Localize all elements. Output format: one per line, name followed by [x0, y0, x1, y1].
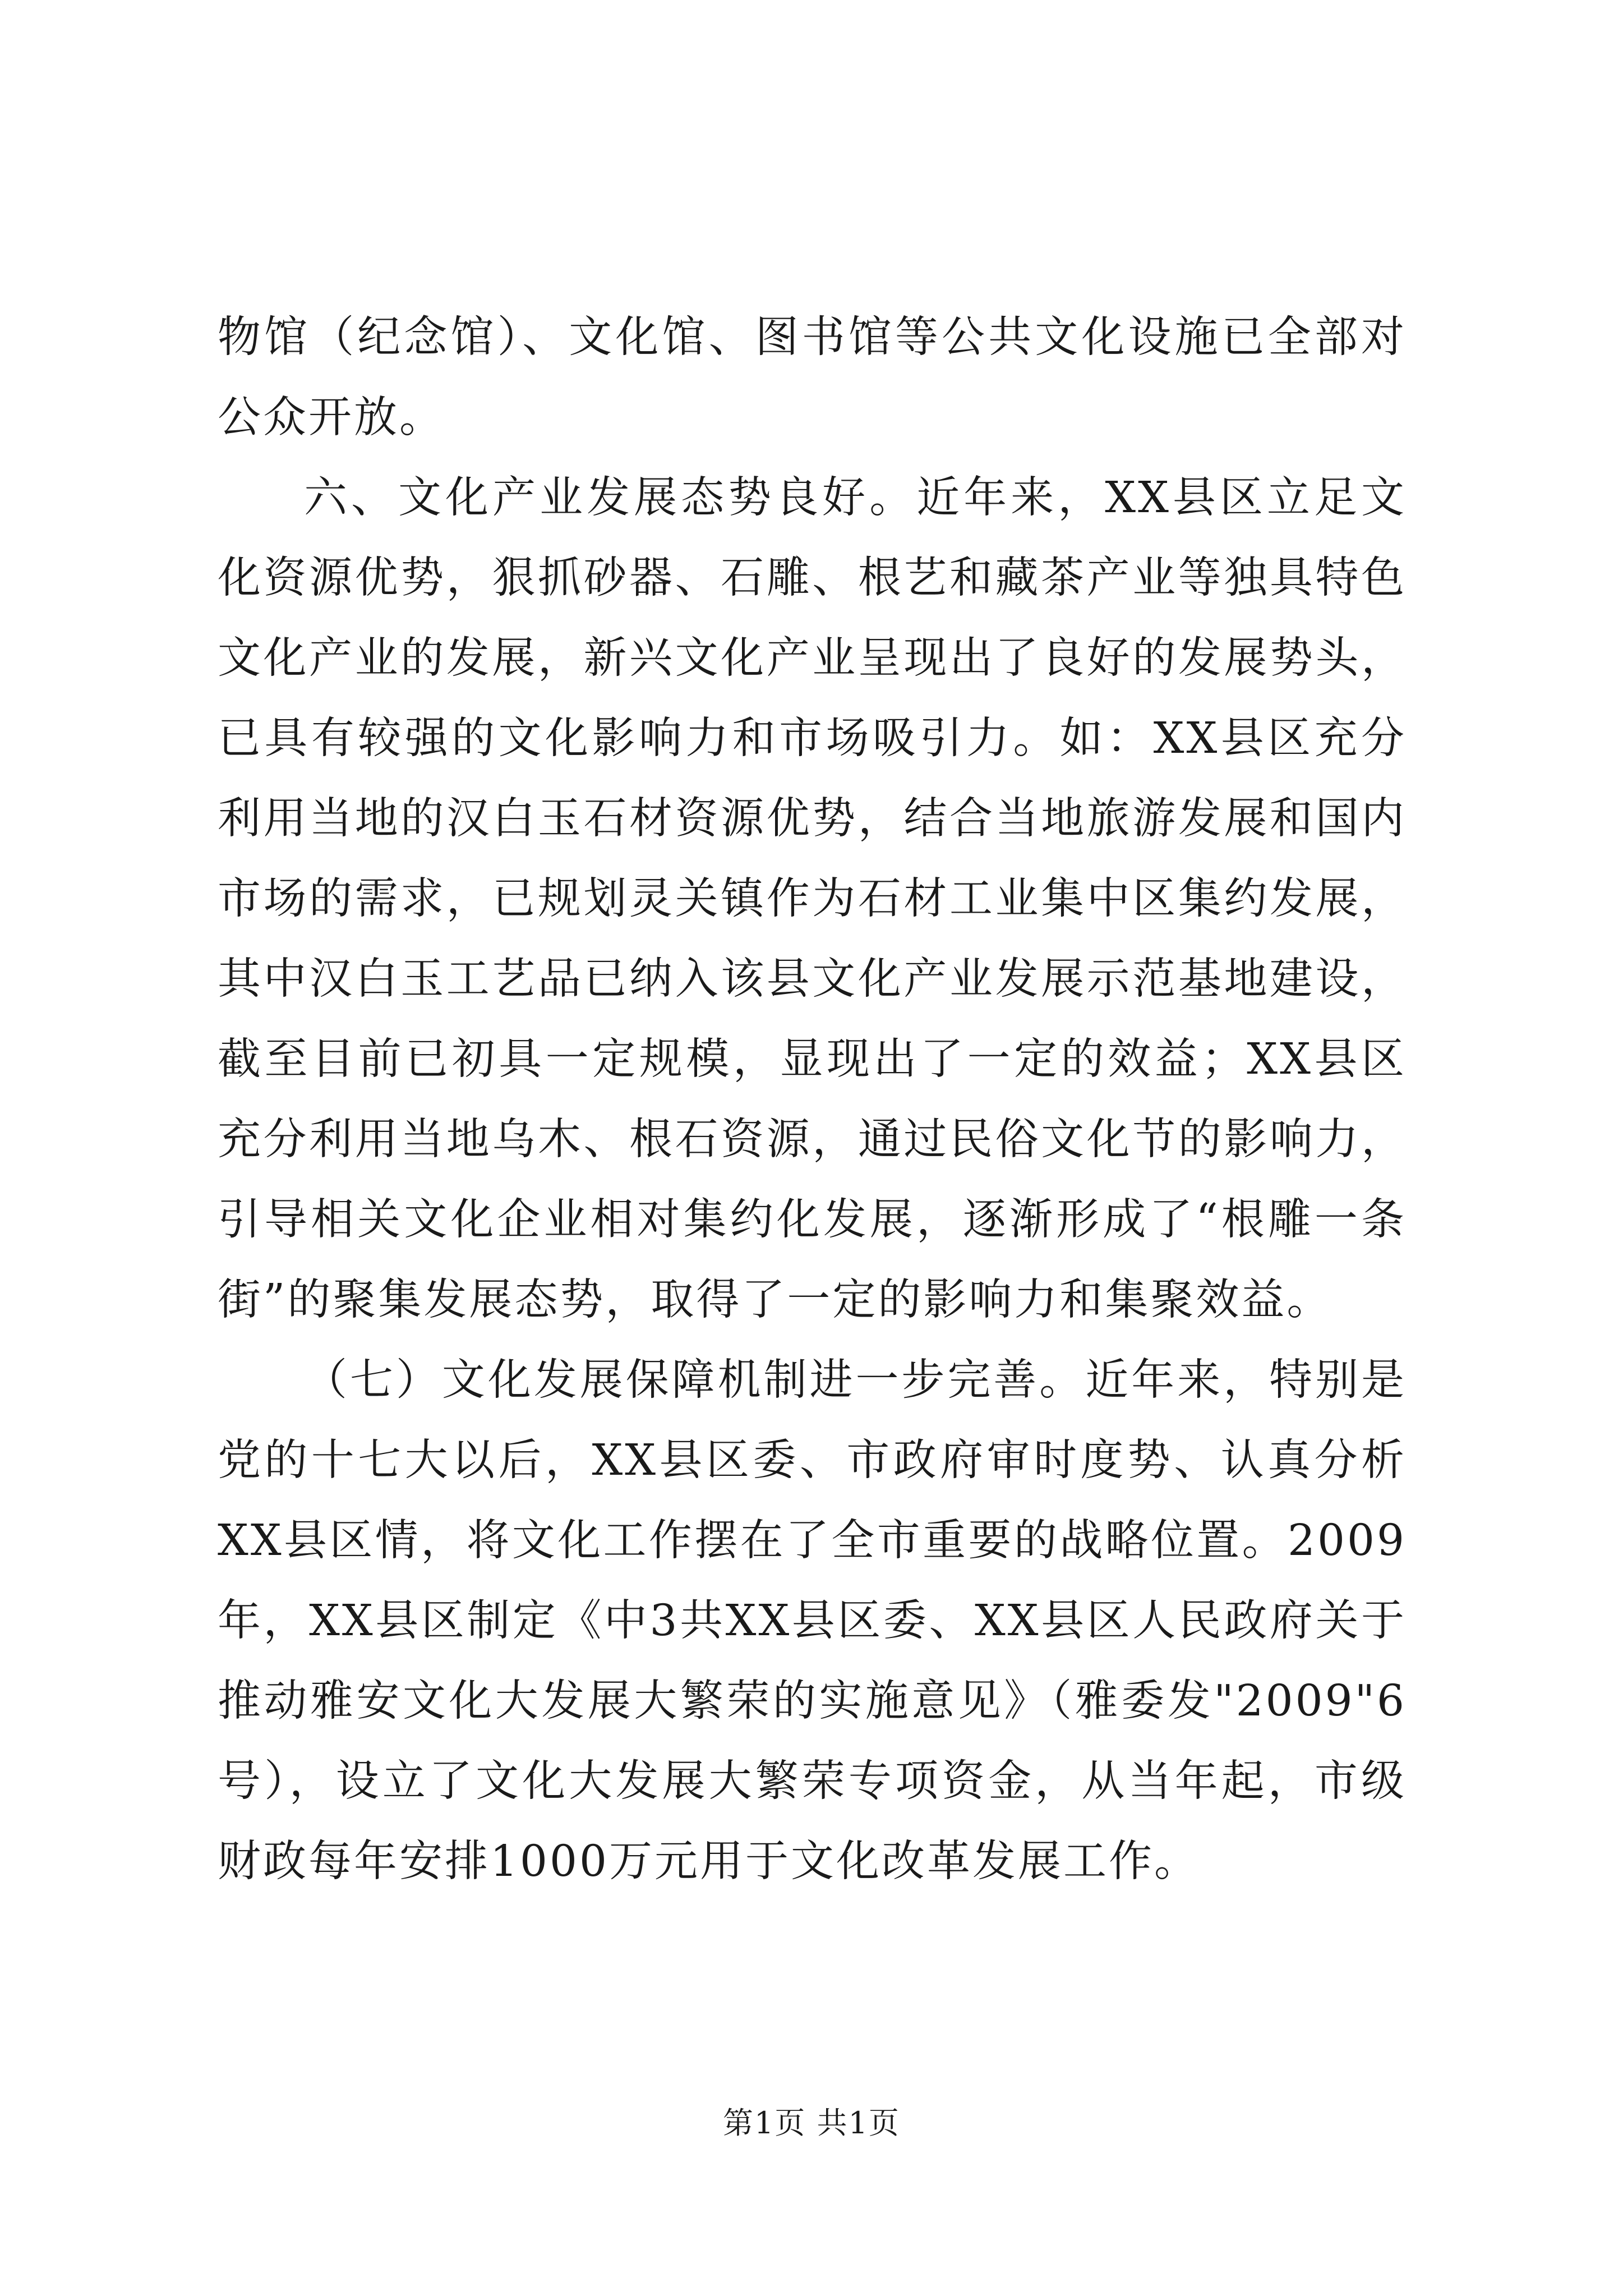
- paragraph-public-facilities: 物馆（纪念馆）、文化馆、图书馆等公共文化设施已全部对公众开放。: [218, 312, 1407, 443]
- page-footer: [0, 2104, 1623, 2143]
- document-body: [218, 297, 1407, 1902]
- paragraph-guarantee-mechanism: （七）文化发展保障机制进一步完善。近年来，特别是党的十七大以后，XX县区委、市政府审时度势、认真分析XX县区情，将文化工作摆在了全市重要的战略位置。2009年，XX县区制定《中3共XX县区委、XX县区人民政府关于推动雅安文化大发展大繁荣的实施意见》（雅委发"2009"6号），设立了文化大发展大繁荣专项资金，从当年起，市级财政每年安排1000万元用于文化改革发展工作。: [218, 1355, 1407, 1887]
- page-number: 第1页 共1页: [723, 2105, 900, 2141]
- paragraph-cultural-industry: 六、文化产业发展态势良好。近年来，XX县区立足文化资源优势，狠抓砂器、石雕、根艺和藏茶产业等独具特色文化产业的发展，新兴文化产业呈现出了良好的发展势头，已具有较强的文化影响力和市场吸引力。如：XX县区充分利用当地的汉白玉石材资源优势，结合当地旅游发展和国内市场的需求，已规划灵关镇作为石材工业集中区集约发展，其中汉白玉工艺品已纳入该县文化产业发展示范基地建设，截至目前已初具一定规模，显现出了一定的效益；XX县区充分利用当地乌木、根石资源，通过民俗文化节的影响力，引导相关文化企业相对集约化发展，逐渐形成了“根雕一条街”的聚集发展态势，取得了一定的影响力和集聚效益。: [218, 473, 1407, 1325]
